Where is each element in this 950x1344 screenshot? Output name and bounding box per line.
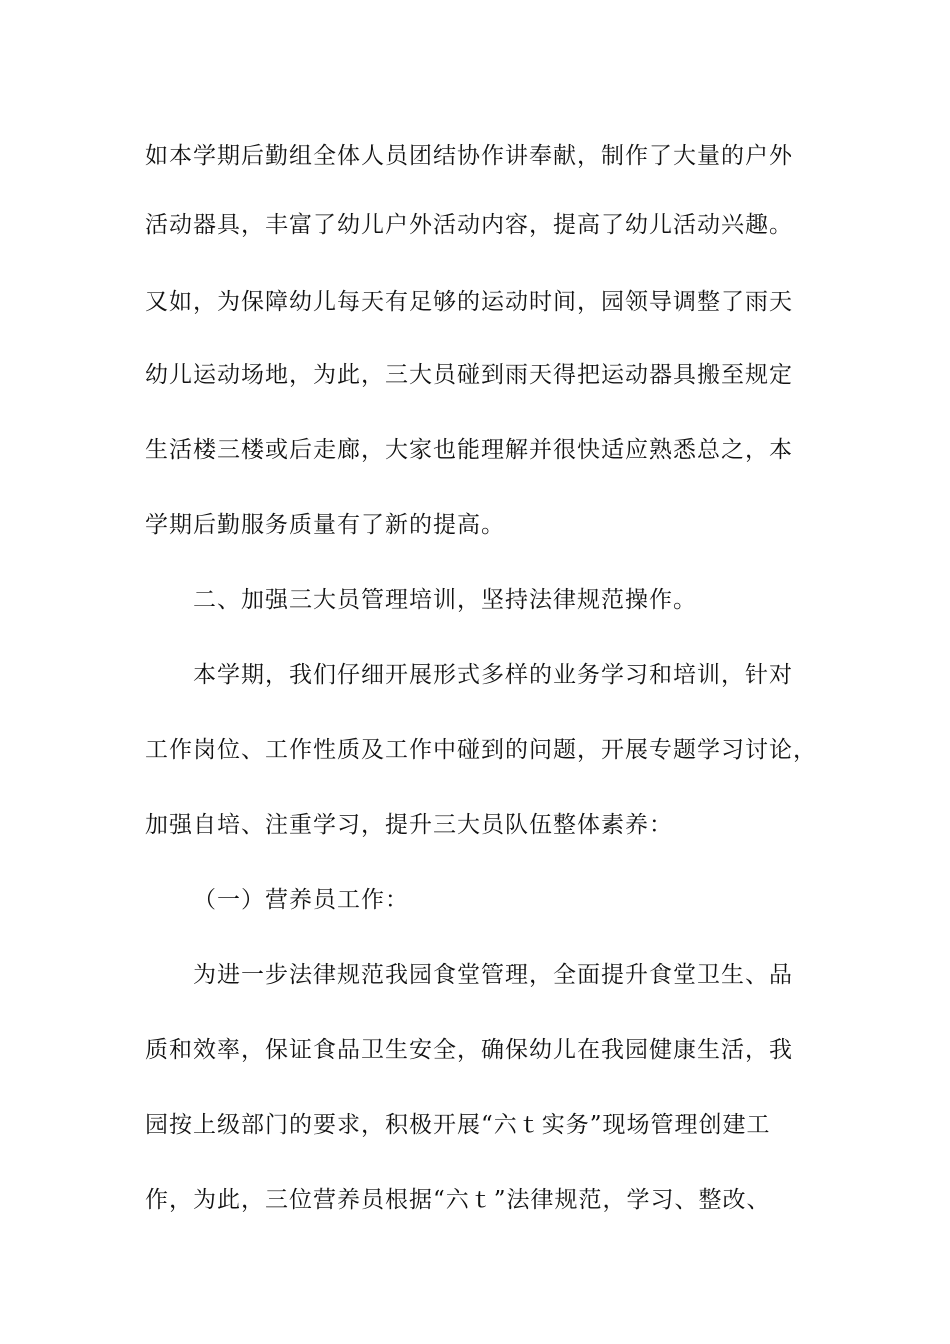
- text-line-2: 活动器具，丰富了幼儿户外活动内容，提高了幼儿活动兴趣。: [145, 212, 793, 238]
- text-line-1: 如本学期后勤组全体人员团结协作讲奉献，制作了大量的户外: [145, 143, 793, 169]
- text-line-4: 幼儿运动场地，为此，三大员碰到雨天得把运动器具搬至规定: [145, 362, 793, 388]
- subsection-heading: （一）营养员工作：: [193, 887, 409, 913]
- text-line-15: 作，为此，三位营养员根据“六ｔ”法律规范，学习、整改、: [145, 1187, 771, 1213]
- text-line-10: 加强自培、注重学习，提升三大员队伍整体素养：: [145, 812, 673, 838]
- text-line-14: 园按上级部门的要求，积极开展“六ｔ实务”现场管理创建工: [145, 1112, 771, 1138]
- section-heading: 二、加强三大员管理培训，坚持法律规范操作。: [193, 587, 697, 613]
- text-line-12: 为进一步法律规范我园食堂管理，全面提升食堂卫生、品: [193, 962, 793, 988]
- text-line-3: 又如，为保障幼儿每天有足够的运动时间，园领导调整了雨天: [145, 289, 793, 315]
- text-line-13: 质和效率，保证食品卫生安全，确保幼儿在我园健康生活，我: [145, 1037, 793, 1063]
- text-line-8: 本学期，我们仔细开展形式多样的业务学习和培训，针对: [193, 662, 793, 688]
- text-line-9: 工作岗位、工作性质及工作中碰到的问题，开展专题学习讨论，: [145, 737, 817, 763]
- text-line-5: 生活楼三楼或后走廊，大家也能理解并很快适应熟悉总之，本: [145, 437, 793, 463]
- text-line-6: 学期后勤服务质量有了新的提高。: [145, 512, 505, 538]
